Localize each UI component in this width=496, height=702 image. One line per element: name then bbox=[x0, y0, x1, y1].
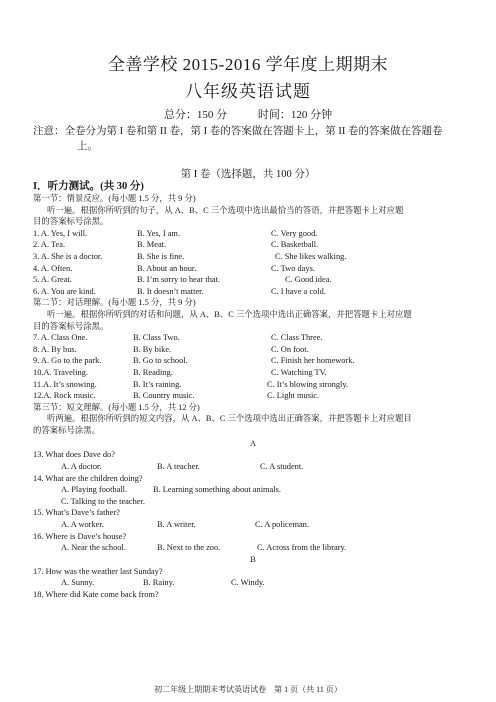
option-c: C. A policeman. bbox=[255, 520, 309, 530]
option-a: 5. A. Great. bbox=[33, 275, 72, 285]
section-heading: 第 I 卷（选择题，共 100 分） bbox=[180, 169, 316, 180]
option-c: C. Windy. bbox=[231, 578, 265, 588]
option-c: C. On foot. bbox=[271, 344, 309, 354]
option-c: C. Class Three. bbox=[271, 333, 323, 343]
option-c: C. She likes walking. bbox=[275, 251, 347, 261]
option-b: B. About an hour. bbox=[137, 263, 197, 273]
option-c: C. Basketball. bbox=[271, 240, 319, 250]
sec2-instruction-2: 目的答案标号涂黑。 bbox=[33, 321, 109, 331]
option-b: B. Country music. bbox=[133, 391, 195, 401]
exam-time: 时间：120 分钟 bbox=[257, 109, 333, 121]
option-c: C. Watching TV. bbox=[271, 367, 327, 377]
part1-title: I．听力测试。(共 30 分) bbox=[33, 181, 144, 192]
option-b: B. Go to school. bbox=[133, 356, 188, 366]
option-a: 10.A. Traveling. bbox=[33, 367, 88, 377]
question-18: 18. Where did Kate come back from? bbox=[33, 590, 159, 599]
question-row bbox=[33, 484, 473, 496]
option-c: C. Good idea. bbox=[285, 275, 332, 285]
option-b: B. It doesn’t matter. bbox=[137, 286, 204, 296]
total-score: 总分：150 分 bbox=[163, 109, 228, 121]
sec1-instruction-1: 听一遍。根据你所听到的句子，从 A、B、C 三个选项中选出最恰当的答语，并把答题卡上对应题 bbox=[47, 205, 404, 215]
passage-a-label: A bbox=[249, 439, 257, 449]
sec2-title: 第二节：对话理解。(每小题 1.5 分，共 9 分) bbox=[33, 298, 196, 308]
option-a: 6. A. You are kind. bbox=[33, 286, 96, 296]
exam-note bbox=[33, 124, 473, 154]
option-b: B. Next to the zoo. bbox=[157, 543, 221, 553]
option-b: B. Yes, I am. bbox=[137, 228, 181, 238]
note-line-1: 注意：全卷分为第 I 卷和第 II 卷，第 I 卷的答案做在答题卡上，第 II 卷的答案做在答题卷 bbox=[33, 126, 443, 137]
option-a: A. Sunny. bbox=[61, 578, 95, 588]
question-row bbox=[33, 239, 473, 251]
question-row bbox=[33, 390, 473, 402]
option-a: 1. A. Yes, I will. bbox=[33, 228, 88, 238]
option-b: B. By bike. bbox=[133, 344, 172, 354]
passage-b-label: B bbox=[250, 554, 256, 564]
question-row bbox=[33, 577, 473, 589]
option-a: 12.A. Rock music. bbox=[33, 391, 96, 401]
sec3-instruction-2: 的答案标号涂黑。 bbox=[33, 425, 100, 435]
option-c: C. It’s blowing strongly. bbox=[267, 379, 349, 389]
option-a: A. A worker. bbox=[61, 520, 104, 530]
question-row bbox=[33, 228, 473, 240]
question-row bbox=[33, 496, 473, 508]
option-a: 11.A. It’s snowing. bbox=[33, 379, 97, 389]
page-footer: 初二年级上期期末考试英语试卷 第 1 页（共 11 页） bbox=[154, 685, 342, 694]
question-row bbox=[33, 286, 473, 298]
option-c: C. Two days. bbox=[271, 263, 315, 273]
option-a: A. Playing football. bbox=[61, 485, 128, 495]
option-b: B. She is fine. bbox=[137, 251, 185, 261]
option-a: 8. A. By bus. bbox=[33, 344, 77, 354]
option-c: C. A student. bbox=[260, 462, 304, 472]
sec1-instruction-2: 目的答案标号涂黑。 bbox=[33, 217, 109, 227]
option-b: B. Reading. bbox=[133, 367, 173, 377]
option-a: A. A doctor. bbox=[61, 462, 102, 472]
option-c: C. Very good. bbox=[271, 228, 318, 238]
question-row bbox=[33, 542, 473, 554]
exam-title-subject: 八年级英语试题 bbox=[185, 82, 311, 101]
question-row bbox=[33, 274, 473, 286]
question-15: 15. What’s Dave’s father? bbox=[33, 508, 120, 518]
option-c: C. Finish her homework. bbox=[271, 356, 355, 366]
option-a: A. Near the school. bbox=[61, 543, 126, 553]
option-a: 7. A. Class One. bbox=[33, 333, 88, 343]
question-13: 13. What does Dave do? bbox=[33, 450, 115, 460]
sec1-title: 第一节：情景反应。(每小题 1.5 分，共 9 分) bbox=[33, 194, 196, 203]
option-b: B. It’s raining. bbox=[133, 379, 182, 389]
option-c: C. Across from the library. bbox=[257, 543, 347, 553]
question-row bbox=[33, 379, 473, 391]
score-time-line bbox=[0, 106, 496, 122]
question-row bbox=[33, 519, 473, 531]
option-b: B. A teacher. bbox=[157, 462, 200, 472]
option-a: 4. A. Often. bbox=[33, 263, 73, 273]
question-row bbox=[33, 251, 473, 263]
sec3-instruction-1: 听两遍。根据你所听到的短文内容，从 A、B、C 三个选项中选出正确答案，并把答题卡上对应题目 bbox=[47, 414, 412, 424]
option-b: B. A writer. bbox=[157, 520, 196, 530]
option-b: B. I’m sorry to hear that. bbox=[137, 275, 221, 285]
option-b: B. Meat. bbox=[137, 240, 167, 250]
question-row bbox=[33, 367, 473, 379]
question-16: 16. Where is Dave’s house? bbox=[33, 531, 127, 541]
question-row bbox=[33, 461, 473, 473]
option-a: 3. A. She is a doctor. bbox=[33, 251, 103, 261]
option-c: C. Light music. bbox=[267, 391, 320, 401]
option-c: C. Talking to the teacher. bbox=[61, 496, 145, 506]
exam-title-school: 全善学校 2015-2016 学年度上期期末 bbox=[107, 55, 389, 74]
question-row bbox=[33, 355, 473, 367]
question-17: 17. How was the weather last Sunday? bbox=[33, 566, 163, 576]
option-a: 9. A. Go to the park. bbox=[33, 356, 102, 366]
option-b: B. Learning something about animals. bbox=[153, 485, 281, 495]
note-line-2: 上。 bbox=[77, 141, 98, 152]
question-row bbox=[33, 344, 473, 356]
sec3-title: 第三节：短文理解。(每小题 1.5 分，共 12 分) bbox=[33, 402, 200, 412]
question-row bbox=[33, 332, 473, 344]
option-a: 2. A. Tea. bbox=[33, 240, 66, 250]
sec2-instruction-1: 听一遍。根据你所听到的对话和问题，从 A、B、C 三个选项中选出正确答案，并把答题卡上对应题 bbox=[47, 309, 412, 319]
question-row bbox=[33, 263, 473, 275]
option-b: B. Class Two. bbox=[133, 333, 180, 343]
question-14: 14. What are the children doing? bbox=[33, 473, 143, 483]
option-c: C. I have a cold. bbox=[271, 286, 326, 296]
option-b: B. Rainy. bbox=[143, 578, 175, 588]
exam-content bbox=[33, 180, 473, 601]
